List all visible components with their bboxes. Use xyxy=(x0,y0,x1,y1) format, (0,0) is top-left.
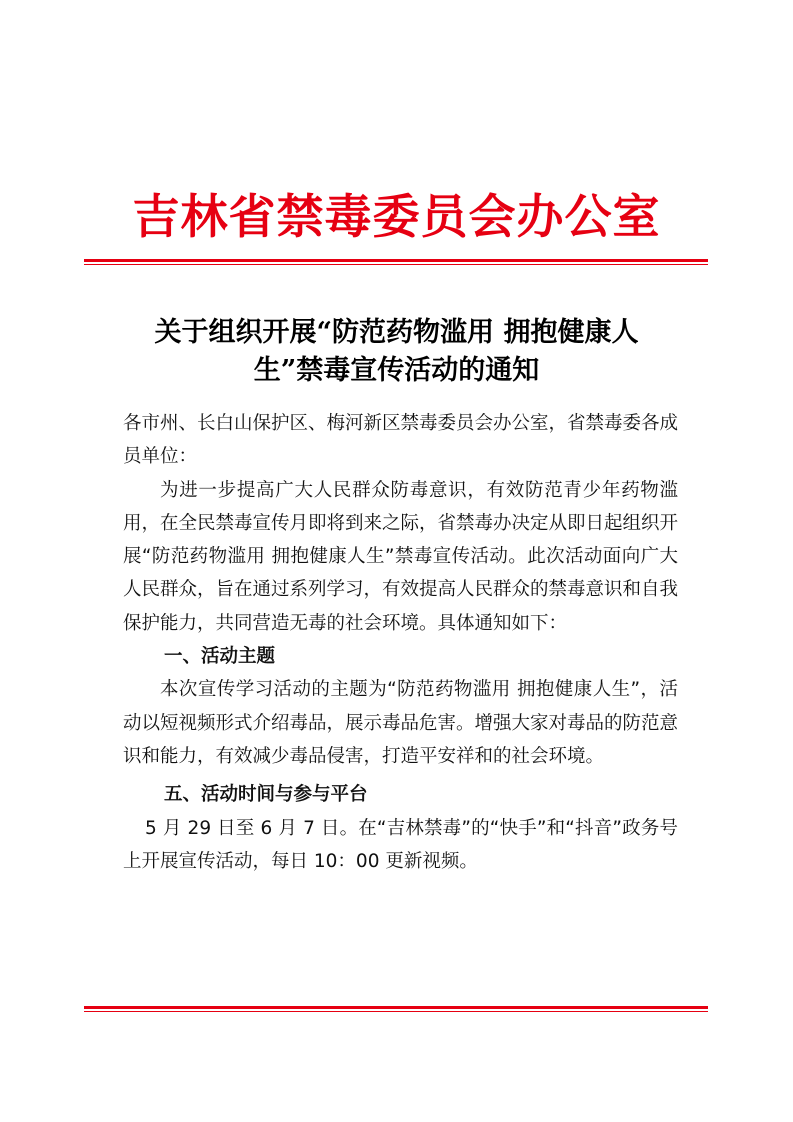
document-title-line-1: 关于组织开展“防范药物滥用 拥抱健康人 xyxy=(154,317,639,348)
header-divider-thin xyxy=(84,264,708,265)
section-1-heading: 一、活动主题 xyxy=(164,646,276,668)
footer-divider xyxy=(84,1006,708,1012)
intro-paragraph: 为进一步提高广大人民群众防毒意识，有效防范青少年药物滥用，在全民禁毒宣传月即将到来之际，省禁毒办决定从即日起组织开展“防范药物滥用 拥抱健康人生”禁毒宣传活动。此次活动面向广大人民群众，旨在通过系列学习，有效提高人民群众的禁毒意识和自我保护能力，共同营造无毒的社会环境。具体通知如下： xyxy=(123,479,679,634)
footer-divider-thin xyxy=(84,1011,708,1012)
document-title xyxy=(100,314,693,390)
document-title-line-2: 生”禁毒宣传活动的通知 xyxy=(253,355,540,386)
section-2-paragraph: 5 月 29 日至 6 月 7 日。在“吉林禁毒”的“快手”和“抖音”政务号上开展宣传活动，每日 10：00 更新视频。 xyxy=(123,817,678,872)
section-1-paragraph: 本次宣传学习活动的主题为“防范药物滥用 拥抱健康人生”，活动以短视频形式介绍毒品，展示毒品危害。增强大家对毒品的防范意识和能力，有效减少毒品侵害，打造平安祥和的社会环境。 xyxy=(123,679,679,767)
org-title: 吉林省禁毒委员会办公室 xyxy=(132,190,661,245)
section-2-heading: 五、活动时间与参与平台 xyxy=(164,784,368,806)
salutation: 各市州、长白山保护区、梅河新区禁毒委员会办公室，省禁毒委各成员单位： xyxy=(123,413,679,468)
header-divider xyxy=(84,259,708,265)
footer-divider-thick xyxy=(84,1006,708,1009)
document-body xyxy=(123,407,678,878)
header-divider-thick xyxy=(84,259,708,262)
